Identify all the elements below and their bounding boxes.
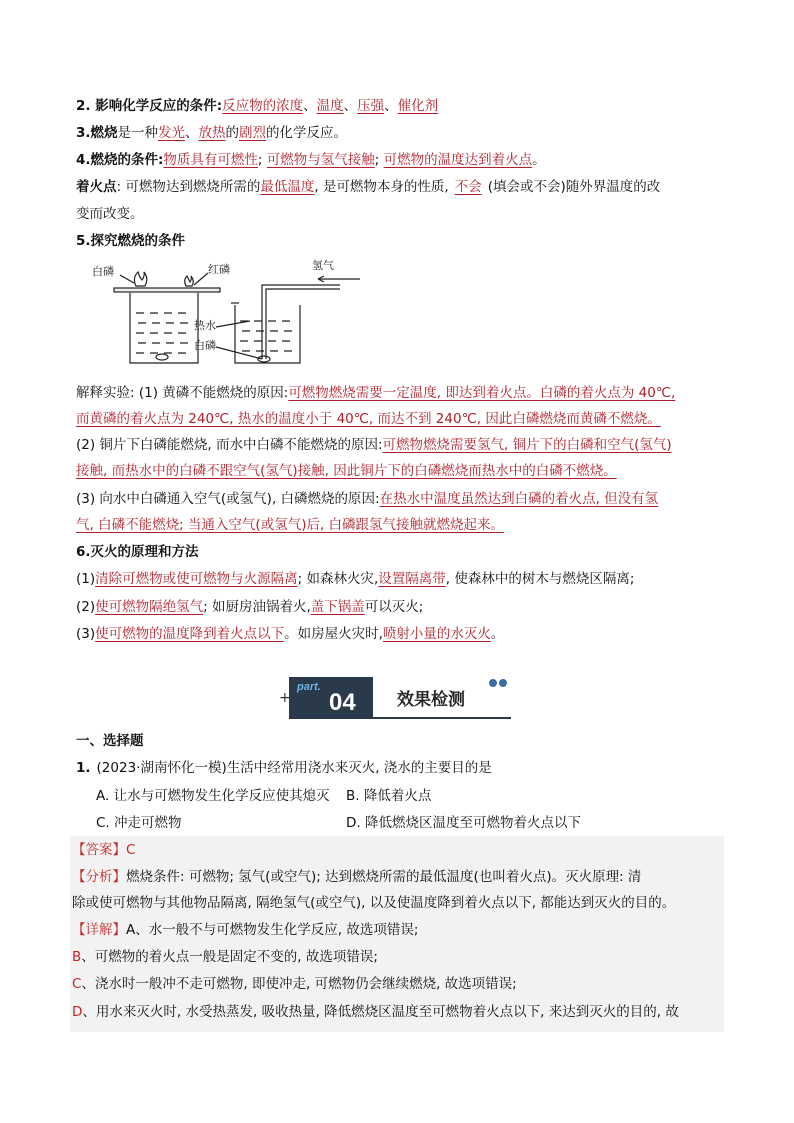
answer-value: C xyxy=(126,842,136,858)
item-2-label: 2. 影响化学反应的条件: xyxy=(76,98,223,114)
option-a: A. 让水与可燃物发生化学反应使其熄灭 xyxy=(96,788,330,804)
answer-line: 【答案】C xyxy=(72,842,136,858)
item-6-title: 6.灭火的原理和方法 xyxy=(76,544,199,560)
item-2-answer-a: 反应物的浓度 xyxy=(222,98,304,114)
analysis-line-1: 【分析】燃烧条件: 可燃物; 氢气(或空气); 达到燃烧所需的最低温度(也叫着火点)。灭火原理: 清 xyxy=(72,869,642,885)
question-1: 1. (2023·湖南怀化一模)生活中经常用浇水来灭火, 浇水的主要目的是 xyxy=(76,760,492,776)
banner-dot-icon xyxy=(499,679,507,687)
label-gas: 氢气 xyxy=(312,259,334,272)
analysis-line-2: 除或使可燃物与其他物品隔离, 隔绝氢气(或空气), 以及使温度降到着火点以下, 都能达到灭火的目的。 xyxy=(72,895,676,911)
combustion-experiment-figure xyxy=(90,255,370,375)
detail-b: B、可燃物的着火点一般是固定不变的, 故选项错误; xyxy=(72,949,378,965)
item-3: 3.燃烧是一种发光、放热的剧烈的化学反应。 xyxy=(76,125,348,141)
label-red-phosphorus: 红磷 xyxy=(208,263,230,276)
ignition-definition: 着火点: 可燃物达到燃烧所需的最低温度, 是可燃物本身的性质, 不会 (填会或不会)随外界温度的改 xyxy=(76,179,661,195)
detail-a: 【详解】A、水一般不与可燃物发生化学反应, 故选项错误; xyxy=(72,922,419,938)
option-c: C. 冲走可燃物 xyxy=(96,815,182,831)
detail-d: D、用水来灭火时, 水受热蒸发, 吸收热量, 降低燃烧区温度至可燃物着火点以下, 来达到灭火的目的, 故 xyxy=(72,1004,679,1020)
detail-c: C、浇水时一般冲不走可燃物, 即使冲走, 可燃物仍会继续燃烧, 故选项错误; xyxy=(72,976,517,992)
question-stem: 生活中经常用浇水来灭火, 浇水的主要目的是 xyxy=(226,760,492,776)
item-4: 4.燃烧的条件:物质具有可燃性; 可燃物与氢气接触; 可燃物的温度达到着火点。 xyxy=(76,152,546,168)
question-source: (2023·湖南怀化一模) xyxy=(96,760,227,776)
label-white-phosphorus-2: 白磷 xyxy=(194,339,216,352)
section-banner xyxy=(289,677,513,721)
document-page: 2. 影响化学反应的条件:反应物的浓度、温度、压强、催化剂 3.燃烧是一种发光、放热的剧烈的化学反应。 4.燃烧的条件:物质具有可燃性; 可燃物与氢气接触; 可燃物的温度达到着火点。 着火点: 可燃物达到燃烧所需的最低温度, 是可燃物本身的性质, 不会 (填会或不会)随外界温度的改 变而改变。 5.探究燃烧的条件 白磷 红磷 氢气 热水 白磷 解释实验: (1) 黄磷不能燃烧的原因:可燃物燃烧需要一定温度, 即达到着火点。白磷的着火点为 40℃, 而黄磷的着火点为 240℃, 热水的温度小于 40℃, 而达不到 240℃, 因此白磷燃烧而黄磷不燃烧。 (2) 铜片下白磷能燃烧, 而水中白磷不能燃烧的原因:可燃物燃烧需要氢气, 铜片下的白磷和空气(氢气) 接触, 而热水中的白磷不跟空气(氢气)接触, 因此铜片下的白磷燃烧而热水中的白磷不燃烧。 (3) 向水中白磷通入空气(或氢气), 白磷燃烧的原因:在热水中温度虽然达到白磷的着火点, 但没有氢 气, 白磷不能燃烧; 当通入空气(或氢气)后, 白磷跟氢气接触就燃烧起来。 6.灭火的原理和方法 (1)清除可燃物或使可燃物与火源隔离; 如森林火灾,设置隔离带, 使森林中的树木与燃烧区隔离; (2)使可燃物隔绝氢气; 如厨房油锅着火,盖下锅盖可以灭火; (3)使可燃物的温度降到着火点以下。如房屋火灾时,喷射小量的水灭火。 part. 04 效果检测 + 一、选择题 1. (2023·湖南怀化一模)生活中经常用浇水来灭火, 浇水的主要目的是 A. 让水与可燃物发生化学反应使其熄灭 B. 降低着火点 C. 冲走可燃物 D. 降低燃烧区温度至可燃物着火点以下 【答案】C 【分析】燃烧条件: 可燃物; 氢气(或空气); 达到燃烧所需的最低温度(也叫着火点)。灭火原理: 清 除或使可燃物与其他物品隔离, 隔绝氢气(或空气), 以及使温度降到着火点以下, 都能达到灭火的目的。 【详解】A、水一般不与可燃物发生化学反应, 故选项错误; B、可燃物的着火点一般是固定不变的, 故选项错误; C、浇水时一般冲不走可燃物, 即使冲走, 可燃物仍会继续燃烧, 故选项错误; D、用水来灭火时, 水受热蒸发, 吸收热量, 降低燃烧区温度至可燃物着火点以下, 来达到灭火的目的, 故 xyxy=(0,0,794,1123)
item-2-answer-b: 温度 xyxy=(316,98,344,114)
banner-part-label: part. xyxy=(297,681,321,693)
explain-1: 解释实验: (1) 黄磷不能燃烧的原因:可燃物燃烧需要一定温度, 即达到着火点。白磷的着火点为 40℃, xyxy=(76,385,676,401)
banner-title: 效果检测 xyxy=(397,690,465,710)
banner-plus-icon: + xyxy=(279,690,291,706)
banner-number: 04 xyxy=(329,689,356,716)
label-hot-water: 热水 xyxy=(194,319,216,332)
option-b: B. 降低着火点 xyxy=(346,788,432,804)
item-2: 2. 影响化学反应的条件:反应物的浓度、温度、压强、催化剂 xyxy=(76,98,439,114)
item-2-answer-c: 压强 xyxy=(357,98,385,114)
item-6-line-2: (2)使可燃物隔绝氢气; 如厨房油锅着火,盖下锅盖可以灭火; xyxy=(76,599,424,615)
explain-3: (3) 向水中白磷通入空气(或氢气), 白磷燃烧的原因:在热水中温度虽然达到白磷的着火点, 但没有氢 xyxy=(76,491,659,507)
label-white-phosphorus: 白磷 xyxy=(92,265,114,278)
quiz-section-title: 一、选择题 xyxy=(76,733,144,749)
item-5-title: 5.探究燃烧的条件 xyxy=(76,233,186,249)
explain-2: (2) 铜片下白磷能燃烧, 而水中白磷不能燃烧的原因:可燃物燃烧需要氢气, 铜片下的白磷和空气(氢气) xyxy=(76,437,672,453)
option-d: D. 降低燃烧区温度至可燃物着火点以下 xyxy=(346,815,581,831)
item-6-line-1: (1)清除可燃物或使可燃物与火源隔离; 如森林火灾,设置隔离带, 使森林中的树木与燃烧区隔离; xyxy=(76,571,635,587)
item-2-answer-d: 催化剂 xyxy=(397,98,439,114)
item-6-line-3: (3)使可燃物的温度降到着火点以下。如房屋火灾时,喷射小量的水灭火。 xyxy=(76,626,505,642)
banner-dot-icon xyxy=(489,679,497,687)
